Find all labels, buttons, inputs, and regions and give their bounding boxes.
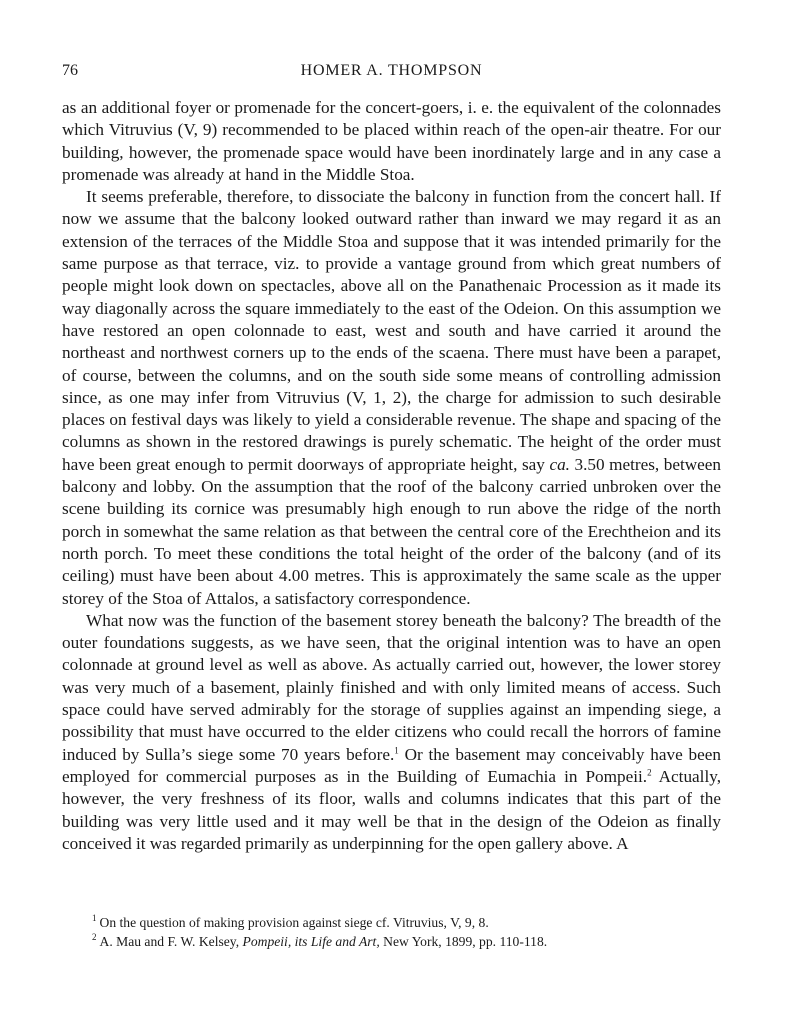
running-head: HOMER A. THOMPSON [300, 62, 483, 79]
footnote-ref-2[interactable]: 2 [647, 767, 652, 778]
paragraph-3-text-b: Or the basement may conceivably have been employed for commercial purposes as in the Building of Eumachia in Pompeii. [62, 744, 721, 786]
page-header [62, 62, 721, 86]
paragraph-3 [62, 610, 721, 855]
footnote-1-text: On the question of making provision against siege cf. Vitruvius, V, 9, 8. [99, 915, 489, 930]
paragraph-2-text-b: 3.50 metres, between balcony and lobby. On the assumption that the roof of the balcony carried unbroken over the scene building its cornice was presumably high enough to run above the ridge of the north porch in somewhat the same relation as that between the central core of the Erechtheion and its north porch. To meet these conditions the total height of the order of the balcony (and of its ceiling) must have been about 4.00 metres. This is approximately the same scale as the upper storey of the Stoa of Attalos, a satisfactory correspondence. [62, 454, 722, 608]
body-text [62, 97, 721, 855]
paragraph-1 [62, 97, 721, 186]
page-number: 76 [62, 62, 78, 79]
paragraph-1-text: as an additional foyer or promenade for the concert-goers, i. e. the equivalent of the colonnades which Vitruvius (V, 9) recommended to be placed within reach of the open-air theatre. For our building, however, the promenade space would have been inordinately large and in any case a promenade was already at hand in the Middle Stoa. [62, 98, 721, 184]
paragraph-2-text-a: It seems preferable, therefore, to dissociate the balcony in function from the concert hall. If now we assume that the balcony looked outward rather than inward we may regard it as an extension of the terraces of the Middle Stoa and suppose that it was intended primarily for the same purpose as that terrace, viz. to provide a vantage ground from which great numbers of people might look down on spectacles, above all on the Panathenaic Procession as it made its way diagonally across the square immediately to the east of the Odeion. On this assumption we have restored an open colonnade to east, west and south and have carried it around the northeast and northwest corners up to the ends of the scaena. There must have been a parapet, of course, between the columns, and on the south side some means of controlling admission since, as one may infer from Vitruvius (V, 1, 2), the charge for admission to such desirable places on festival days was likely to yield a considerable revenue. The shape and spacing of the columns as shown in the restored drawings is purely schematic. The height of the order must have been great enough to permit doorways of appropriate height, say [62, 187, 721, 474]
footnote-2-authors: A. Mau and F. W. Kelsey, [99, 933, 240, 949]
paragraph-2 [62, 186, 721, 610]
footnote-ref-1[interactable]: 1 [394, 744, 399, 755]
footnote-2 [92, 933, 712, 952]
footnotes [92, 914, 712, 951]
paragraph-3-text-a: What now was the function of the basement storey beneath the balcony? The breadth of the outer foundations suggests, as we have seen, that the original intention was to have an open colonnade at ground level as well as above. As actually carried out, however, the lower storey was very much of a basement, plainly finished and with only limited means of access. Such space could have served admirably for the storage of supplies against an impending siege, a possibility that must have occurred to the elder citizens who could recall the horrors of famine induced by Sulla’s siege some 70 years before. [62, 610, 721, 764]
paragraph-2-italic-ca: ca. [549, 454, 570, 474]
paragraph-3-text-c: Actually, however, the very freshness of its floor, walls and columns indicates that this part of the building was very little used and it may well be that in the design of the Odeion as finally conceived it was regarded primarily as underpinning for the open gallery above. A [62, 766, 721, 853]
footnote-1 [92, 914, 712, 933]
footnote-1-mark: 1 [92, 913, 97, 924]
footnote-2-rest: New York, 1899, pp. 110-118. [383, 933, 548, 949]
footnote-2-mark: 2 [92, 931, 97, 942]
footnote-2-title: Pompeii, its Life and Art, [242, 933, 380, 949]
